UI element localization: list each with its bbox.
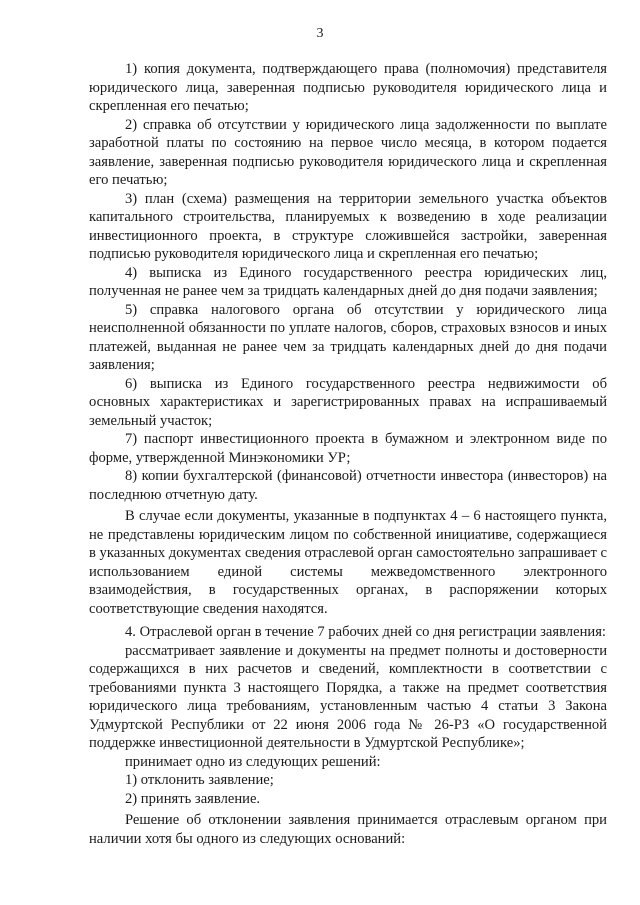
list-item-3: 3) план (схема) размещения на территории земельного участка объектов капитального строительства, планируемых к возведению в ходе реализации инвестиционного проекта, в структуре сложившейся застройки, заверенная подписью руководителя юридического лица и скрепленная его печатью; bbox=[89, 190, 607, 262]
list-item-2: 2) справка об отсутствии у юридического лица задолженности по выплате заработной платы по состоянию на первое число месяца, в котором подается заявление, заверенная подписью руководителя юридического лица и скрепленная его печатью; bbox=[89, 116, 607, 188]
document-body bbox=[89, 60, 607, 848]
page-number: 3 bbox=[316, 26, 324, 41]
paragraph-rejection-grounds: Решение об отклонении заявления принимается отраслевым органом при наличии хотя бы одного из следующих оснований: bbox=[89, 812, 607, 847]
list-item-4: 4) выписка из Единого государственного реестра юридических лиц, полученная не ранее чем за тридцать календарных дней до дня подачи заявления; bbox=[89, 264, 607, 299]
list-item-5: 5) справка налогового органа об отсутствии у юридического лица неисполненной обязанности по уплате налогов, сборов, страховых взносов и иных платежей, выданная не ранее чем за тридцать календарных дней до дня подачи заявления; bbox=[89, 301, 607, 373]
paragraph-interagency-request: В случае если документы, указанные в подпунктах 4 – 6 настоящего пункта, не представлены юридическим лицом по собственной инициативе, содержащиеся в указанных документах сведения отраслевой орган самостоятельно запрашивает с использованием единой системы межведомственного электронного взаимодействия, в государственных органах, в распоряжении которых соответствующие сведения находятся. bbox=[89, 508, 607, 617]
paragraph-review: рассматривает заявление и документы на предмет полноты и достоверности содержащихся в них расчетов и сведений, комплектности в соответствии с требованиями пункта 3 настоящего Порядка, а также на предмет соответствия юридического лица требованиям, установленным частью 4 статьи 3 Закона Удмуртской Республики от 22 июня 2006 года № 26-РЗ «О государственной поддержке инвестиционной деятельности в Удмуртской Республике»; bbox=[89, 642, 607, 751]
list-item-1: 1) копия документа, подтверждающего права (полномочия) представителя юридического лица, заверенная подписью руководителя юридического лица и скрепленная его печатью; bbox=[89, 61, 607, 114]
list-item-7: 7) паспорт инвестиционного проекта в бумажном и электронном виде по форме, утвержденной Минэкономики УР; bbox=[89, 431, 607, 466]
list-item-6: 6) выписка из Единого государственного реестра недвижимости об основных характеристиках и зарегистрированных правах на испрашиваемый земельный участок; bbox=[89, 375, 607, 429]
decision-option-1: 1) отклонить заявление; bbox=[125, 772, 274, 788]
paragraph-section-4: 4. Отраслевой орган в течение 7 рабочих дней со дня регистрации заявления: bbox=[125, 624, 606, 640]
paragraph-decision-intro: принимает одно из следующих решений: bbox=[125, 753, 381, 770]
decision-option-2: 2) принять заявление. bbox=[125, 790, 261, 807]
list-item-8: 8) копии бухгалтерской (финансовой) отчетности инвестора (инвесторов) на последнюю отчетную дату. bbox=[89, 468, 607, 503]
